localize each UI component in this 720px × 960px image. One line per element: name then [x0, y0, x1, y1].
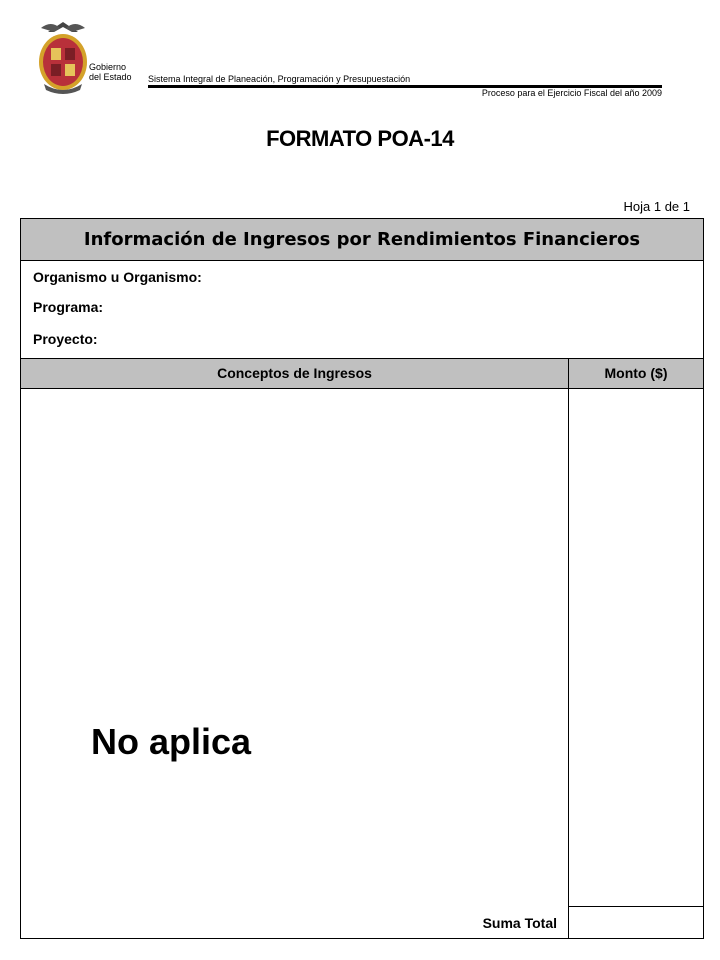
gov-line-2: del Estado	[89, 72, 132, 82]
column-conceptos: Conceptos de Ingresos	[21, 359, 569, 388]
total-label: Suma Total	[482, 915, 557, 931]
column-monto: Monto ($)	[604, 365, 668, 381]
process-label: Proceso para el Ejercicio Fiscal del año 2009	[481, 88, 662, 98]
field-programa: Programa:	[33, 299, 104, 315]
form-heading: Información de Ingresos por Rendimientos Financieros	[21, 219, 703, 261]
document-title: FORMATO POA-14	[266, 126, 454, 151]
government-label	[89, 62, 132, 82]
form-table	[20, 218, 704, 939]
system-name: Sistema Integral de Planeación, Programación y Presupuestación	[148, 74, 411, 84]
gov-line-1: Gobierno	[89, 62, 127, 72]
no-aplica-text: No aplica	[91, 721, 252, 762]
column-divider	[568, 388, 569, 939]
coat-of-arms-icon	[36, 18, 90, 96]
column-header-row	[21, 358, 703, 389]
total-divider	[569, 906, 703, 907]
field-proyecto: Proyecto:	[33, 331, 98, 347]
page-number: Hoja 1 de 1	[623, 199, 690, 214]
field-organismo: Organismo u Organismo:	[33, 269, 202, 285]
